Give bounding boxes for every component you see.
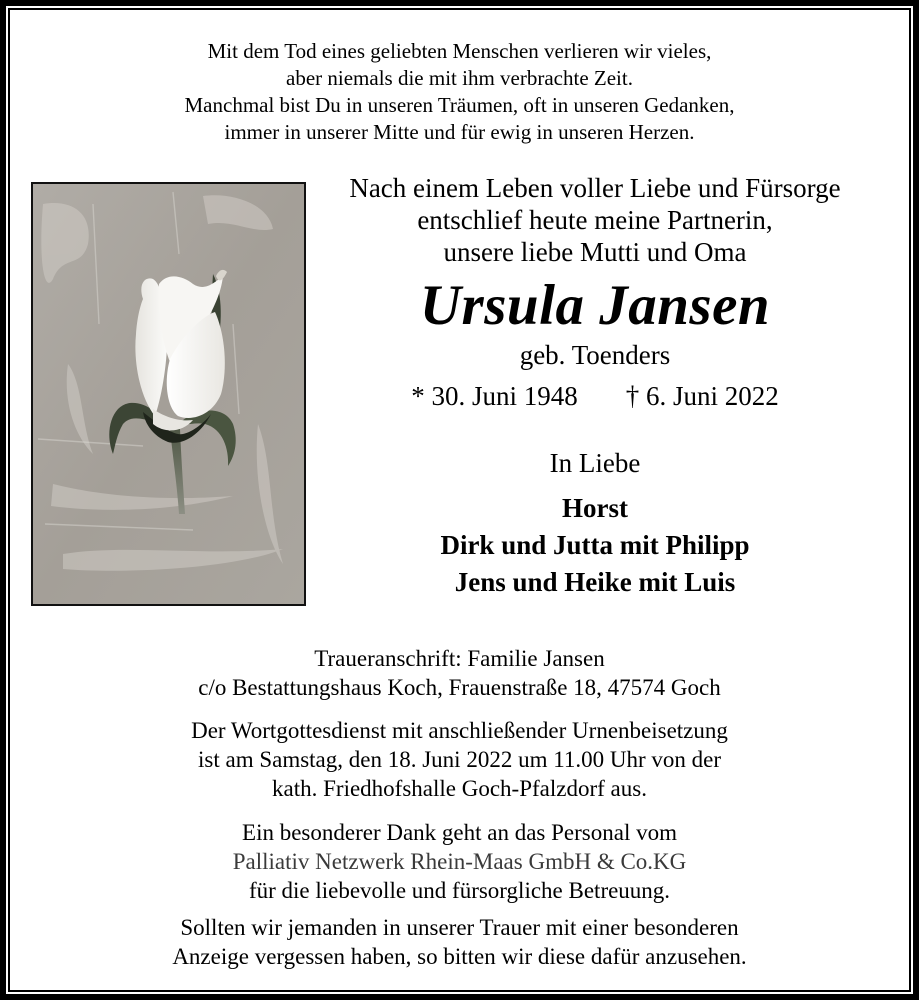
motto-line: immer in unserer Mitte und für ewig in unseren Herzen. <box>224 120 695 144</box>
mourning-address <box>14 644 905 702</box>
thanks-line: Ein besonderer Dank geht an das Personal vom <box>242 820 677 845</box>
service-line: Der Wortgottesdienst mit anschließender Urnenbeisetzung <box>191 718 728 743</box>
motto-line: Manchmal bist Du in unseren Träumen, oft in unseren Gedanken, <box>184 93 735 117</box>
motto-line: Mit dem Tod eines geliebten Menschen verlieren wir vieles, <box>207 39 712 63</box>
life-dates <box>318 380 872 412</box>
intro-line: unsere liebe Mutti und Oma <box>443 237 747 267</box>
mourner: Dirk und Jutta mit Philipp <box>440 530 750 560</box>
care-provider-name: Palliativ Netzwerk Rhein-Maas GmbH & Co.KG <box>232 849 687 874</box>
death-date: † 6. Juni 2022 <box>625 381 779 411</box>
white-rose-icon <box>33 184 304 604</box>
mourners-list <box>318 490 872 601</box>
intro-line: Nach einem Leben voller Liebe und Fürsorge <box>349 173 841 203</box>
deceased-name: Ursula Jansen <box>419 274 771 337</box>
thanks-line: für die liebevolle und fürsorgliche Betreuung. <box>248 878 671 903</box>
motto-block <box>14 38 905 146</box>
mourner: Jens und Heike mit Luis <box>454 567 736 597</box>
intro-line: entschlief heute meine Partnerin, <box>417 205 773 235</box>
birth-date: * 30. Juni 1948 <box>411 381 578 411</box>
closing-phrase: In Liebe <box>549 448 641 478</box>
rose-photo <box>31 182 306 606</box>
apology-line: Anzeige vergessen haben, so bitten wir diese dafür anzusehen. <box>172 944 747 969</box>
mourner: Horst <box>562 493 628 523</box>
address-line: c/o Bestattungshaus Koch, Frauenstraße 18, 47574 Goch <box>198 675 721 700</box>
thanks-note <box>14 818 905 905</box>
intro-text <box>318 172 872 268</box>
motto-line: aber niemals die mit ihm verbrachte Zeit. <box>286 66 633 90</box>
announcement-block <box>318 172 872 601</box>
apology-note <box>14 913 905 971</box>
apology-line: Sollten wir jemanden in unserer Trauer mit einer besonderen <box>180 915 739 940</box>
service-line: kath. Friedhofshalle Goch-Pfalzdorf aus. <box>272 776 647 801</box>
service-details <box>14 716 905 803</box>
service-line: ist am Samstag, den 18. Juni 2022 um 11.00 Uhr von der <box>198 747 721 772</box>
address-line: Traueranschrift: Familie Jansen <box>314 646 605 671</box>
maiden-name: geb. Toenders <box>519 340 671 370</box>
